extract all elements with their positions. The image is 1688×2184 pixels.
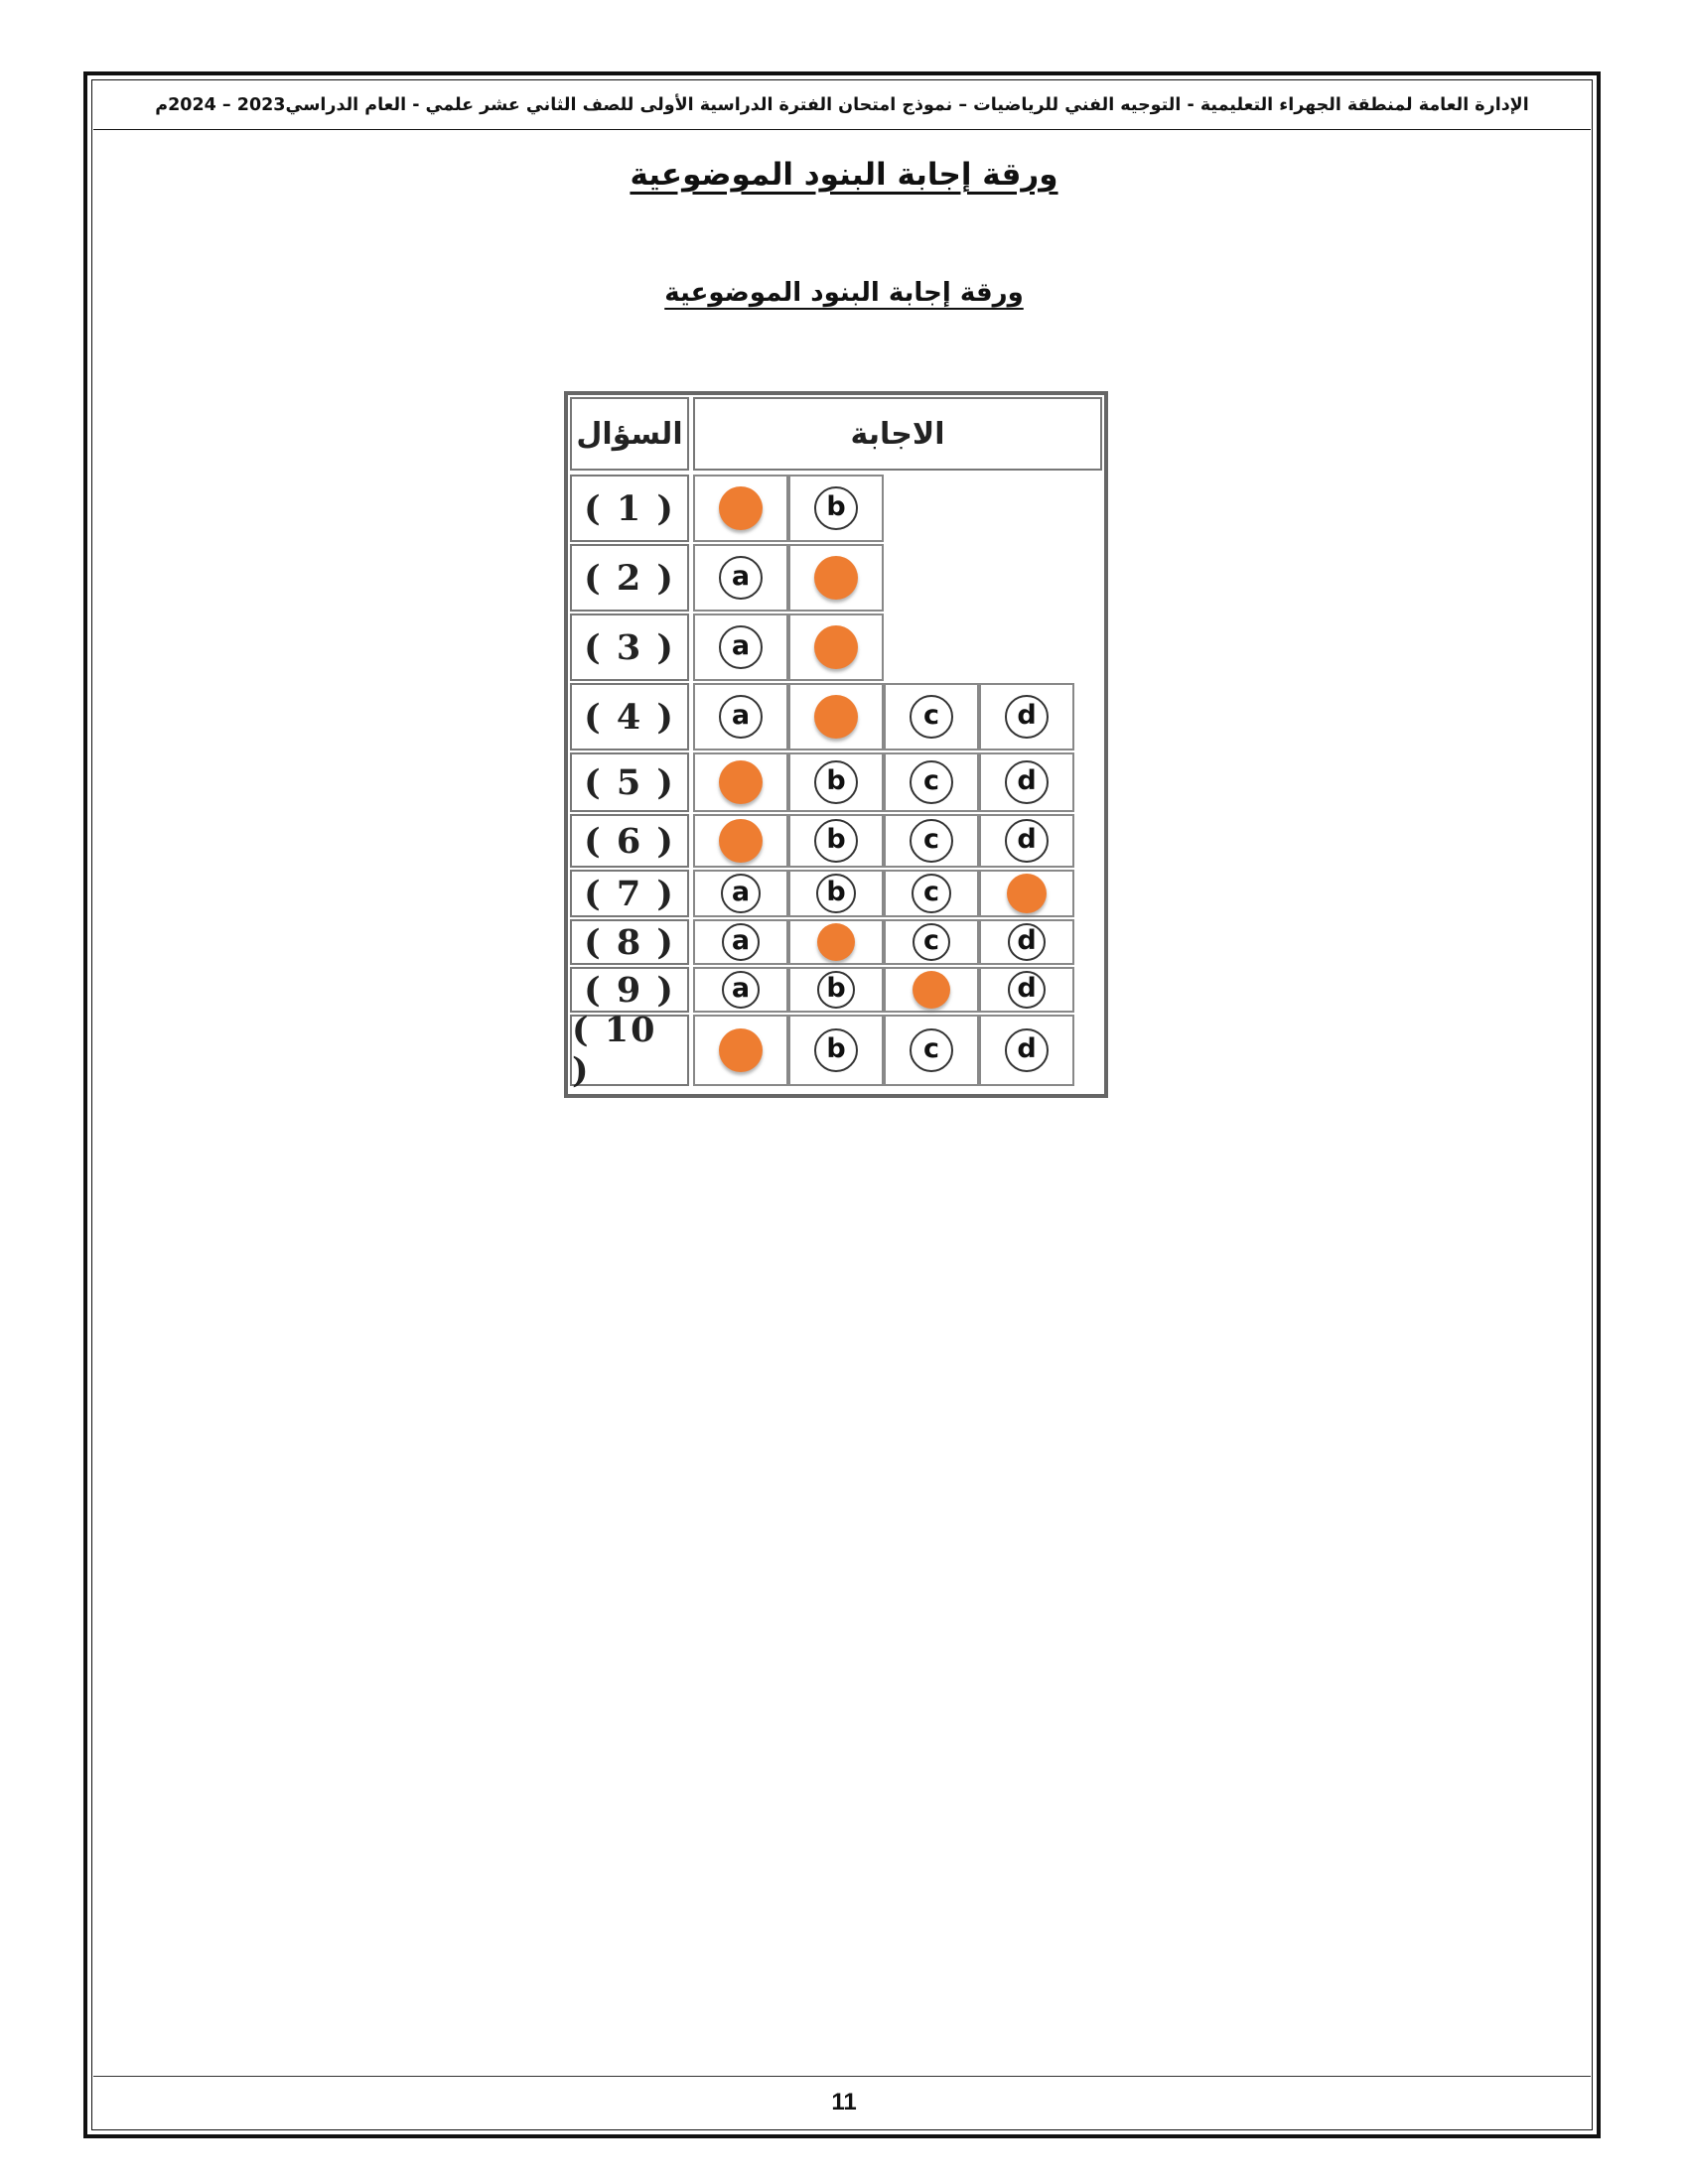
answer-option-cell[interactable] [884, 752, 979, 812]
option-a-bubble[interactable]: a [722, 923, 760, 961]
answer-option-cell[interactable] [693, 967, 788, 1013]
selected-answer-bubble[interactable] [817, 923, 855, 961]
question-number-cell: ( 1 ) [570, 475, 689, 542]
answer-option-cell[interactable] [979, 814, 1074, 868]
option-c-bubble[interactable]: c [913, 923, 950, 961]
answer-option-cell[interactable] [693, 475, 788, 542]
option-d-bubble[interactable]: d [1005, 760, 1049, 804]
answer-column-header: الاجابة [693, 397, 1102, 471]
selected-answer-bubble[interactable] [814, 625, 858, 669]
answer-option-cell[interactable] [693, 544, 788, 612]
answer-option-cell[interactable] [979, 1015, 1074, 1086]
question-number-cell: ( 4 ) [570, 683, 689, 751]
option-a-bubble[interactable]: a [719, 625, 763, 669]
answer-option-cell[interactable] [693, 752, 788, 812]
option-b-bubble[interactable]: b [814, 760, 858, 804]
selected-answer-bubble[interactable] [814, 556, 858, 600]
question-number-cell: ( 8 ) [570, 919, 689, 965]
question-number-cell: ( 6 ) [570, 814, 689, 868]
answer-option-cell[interactable] [788, 870, 884, 917]
answer-option-cell[interactable] [693, 919, 788, 965]
option-a-bubble[interactable]: a [721, 874, 761, 913]
option-d-bubble[interactable]: d [1005, 819, 1049, 863]
option-c-bubble[interactable]: c [910, 760, 953, 804]
answer-option-cell[interactable] [788, 1015, 884, 1086]
option-c-bubble[interactable]: c [910, 1028, 953, 1072]
answer-option-cell[interactable] [884, 870, 979, 917]
option-c-bubble[interactable]: c [910, 695, 953, 739]
option-b-bubble[interactable]: b [817, 971, 855, 1009]
option-d-bubble[interactable]: d [1008, 971, 1046, 1009]
selected-answer-bubble[interactable] [719, 760, 763, 804]
selected-answer-bubble[interactable] [719, 819, 763, 863]
selected-answer-bubble[interactable] [1007, 874, 1047, 913]
answer-option-cell[interactable] [693, 1015, 788, 1086]
question-number-cell: ( 9 ) [570, 967, 689, 1013]
answer-option-cell[interactable] [693, 870, 788, 917]
option-a-bubble[interactable]: a [722, 971, 760, 1009]
selected-answer-bubble[interactable] [913, 971, 950, 1009]
answer-option-cell[interactable] [788, 919, 884, 965]
selected-answer-bubble[interactable] [719, 1028, 763, 1072]
option-d-bubble[interactable]: d [1005, 695, 1049, 739]
question-column-header: السؤال [570, 397, 689, 471]
answer-option-cell[interactable] [979, 870, 1074, 917]
question-number-cell: ( 3 ) [570, 614, 689, 681]
header-divider [93, 129, 1591, 130]
answer-option-cell[interactable] [884, 919, 979, 965]
answer-option-cell[interactable] [979, 919, 1074, 965]
answer-option-cell[interactable] [788, 475, 884, 542]
option-b-bubble[interactable]: b [816, 874, 856, 913]
answer-option-cell[interactable] [979, 683, 1074, 751]
option-a-bubble[interactable]: a [719, 695, 763, 739]
footer-divider [93, 2076, 1591, 2077]
question-number-cell: ( 5 ) [570, 752, 689, 812]
selected-answer-bubble[interactable] [814, 695, 858, 739]
answer-option-cell[interactable] [884, 967, 979, 1013]
answer-option-cell[interactable] [788, 614, 884, 681]
answer-option-cell[interactable] [693, 814, 788, 868]
answer-option-cell[interactable] [693, 614, 788, 681]
option-d-bubble[interactable]: d [1008, 923, 1046, 961]
page-border-inner [91, 79, 1593, 2130]
answer-option-cell[interactable] [788, 544, 884, 612]
option-b-bubble[interactable]: b [814, 486, 858, 530]
answer-option-cell[interactable] [979, 752, 1074, 812]
answer-option-cell[interactable] [788, 752, 884, 812]
answer-option-cell[interactable] [788, 967, 884, 1013]
option-b-bubble[interactable]: b [814, 819, 858, 863]
page-subtitle: ورقة إجابة البنود الموضوعية [664, 278, 1024, 308]
answer-option-cell[interactable] [884, 1015, 979, 1086]
question-number-cell: ( 10 ) [570, 1015, 689, 1086]
answer-option-cell[interactable] [693, 683, 788, 751]
page-title: ورقة إجابة البنود الموضوعية [630, 157, 1058, 193]
option-c-bubble[interactable]: c [912, 874, 951, 913]
question-number-cell: ( 7 ) [570, 870, 689, 917]
selected-answer-bubble[interactable] [719, 486, 763, 530]
option-c-bubble[interactable]: c [910, 819, 953, 863]
option-d-bubble[interactable]: d [1005, 1028, 1049, 1072]
document-header: الإدارة العامة لمنطقة الجهراء التعليمية - التوجيه الفني للرياضيات – نموذج امتحان الفترة الدراسية الأولى للصف الثاني عشر علمي - العام الدراسي2023 – 2024م [155, 95, 1529, 115]
page-number: 11 [831, 2089, 857, 2116]
question-number-cell: ( 2 ) [570, 544, 689, 612]
option-b-bubble[interactable]: b [814, 1028, 858, 1072]
answer-option-cell[interactable] [884, 814, 979, 868]
answer-option-cell[interactable] [884, 683, 979, 751]
answer-option-cell[interactable] [979, 967, 1074, 1013]
option-a-bubble[interactable]: a [719, 556, 763, 600]
answer-option-cell[interactable] [788, 683, 884, 751]
answer-option-cell[interactable] [788, 814, 884, 868]
